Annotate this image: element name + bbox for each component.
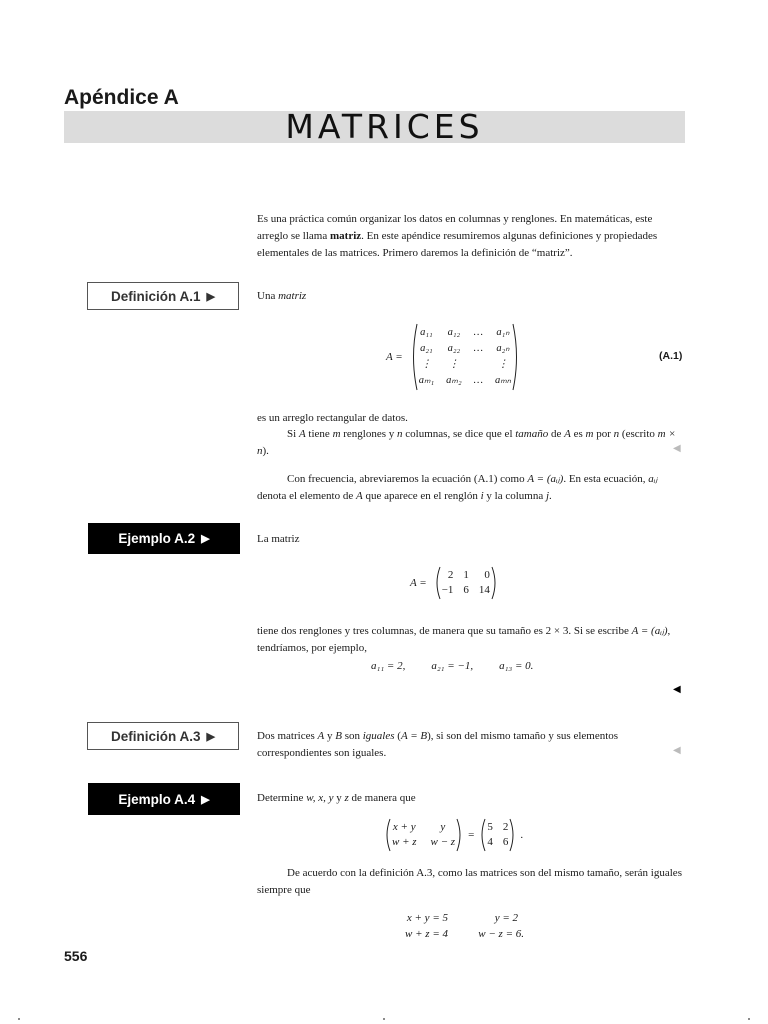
example-a2-values xyxy=(371,658,533,675)
matrix-a1-cell: a₂₁ xyxy=(420,343,433,354)
condition-row xyxy=(396,926,524,942)
intro-text-1: Es una práctica común organizar los datos en columnas y renglones. En matemáticas, este arreglo se llama xyxy=(257,213,653,242)
matrix-a1-cell: a₁₂ xyxy=(447,327,461,338)
definition-a3-box xyxy=(87,722,239,750)
t: , tendríamos, por ejemplo, xyxy=(257,625,671,654)
var-i: i xyxy=(480,490,484,502)
t: Determine xyxy=(257,792,307,804)
t: renglones y xyxy=(340,428,398,440)
matrix-a2-grid xyxy=(442,568,490,598)
var-A: A xyxy=(564,428,571,440)
condition-1: x + y = 5 xyxy=(406,912,448,924)
matrix-a1-cell: a₁ₙ xyxy=(496,327,510,338)
page-number: 556 xyxy=(64,948,88,964)
matrix-a2-cell: 2 xyxy=(447,569,454,581)
value-a21: a₂₁ = −1, xyxy=(431,660,474,672)
matrix-a1-cell: aₘ₂ xyxy=(446,375,462,386)
intro-text-2: . En este apéndice resumiremos algunas definiciones y propiedades elementales de las matrices. Primero daremos la definición de “matriz”. xyxy=(257,230,658,259)
chapter-label: Apéndice A xyxy=(64,86,179,109)
vars-wxy: w, x, y xyxy=(306,792,334,804)
var-A: A xyxy=(355,490,363,502)
left-paren-icon xyxy=(409,322,419,392)
matrix-a4-rhs-grid xyxy=(487,820,508,850)
example-a4-intro xyxy=(257,790,685,807)
matrix-a4-rhs-cell: 5 xyxy=(487,821,493,833)
example-a4-paragraph: De acuerdo con la definición A.3, como las matrices son del mismo tamaño, serán iguales siempre que xyxy=(257,867,682,896)
def-a1-matriz-term: matriz xyxy=(278,290,307,302)
scan-mark xyxy=(748,1018,750,1020)
matrix-a1-cell: … xyxy=(473,375,483,386)
left-paren-icon xyxy=(433,565,442,601)
equation-number-a1: (A.1) xyxy=(659,350,683,362)
matrix-a1-cell: ⋮ xyxy=(421,359,432,370)
t: son xyxy=(341,730,363,742)
matrix-a4-lhs-cell: w − z xyxy=(430,836,456,848)
t: denota el elemento de xyxy=(257,490,356,502)
var-A: A xyxy=(298,428,306,440)
right-paren-icon xyxy=(508,817,517,853)
term-iguales: iguales xyxy=(362,730,395,742)
var-aij: aᵢⱼ xyxy=(648,473,658,485)
matrix-a4-lhs-cell: x + y xyxy=(392,821,416,833)
matrix-a2-cell: 6 xyxy=(463,584,469,596)
t: ). xyxy=(262,445,269,457)
example-a2-box xyxy=(88,523,240,554)
matrix-a1-cell xyxy=(474,358,483,372)
example-a2-label: Ejemplo A.2 xyxy=(118,531,196,546)
right-paren-icon xyxy=(490,565,499,601)
var-z: z xyxy=(344,792,349,804)
matrix-a1-grid xyxy=(419,326,511,388)
example-a4-label: Ejemplo A.4 xyxy=(118,791,196,807)
t: Si xyxy=(287,428,299,440)
right-triangle-icon: ▶ xyxy=(206,290,215,303)
example-a4-box xyxy=(88,783,240,815)
expr-A-aij: A = (aᵢⱼ) xyxy=(631,625,668,637)
t: columnas, se dice que el xyxy=(402,428,516,440)
expr-mxn: m × n xyxy=(257,428,676,457)
value-a11: a₁₁ = 2, xyxy=(371,660,406,672)
t: . En esta ecuación, xyxy=(563,473,649,485)
t: ), si son del mismo tamaño y sus elementos correspondientes son iguales. xyxy=(257,730,619,759)
matrix-a2-lhs: A = xyxy=(410,577,427,589)
definition-a1-box xyxy=(87,282,239,310)
condition-2: y = 2 xyxy=(494,912,518,924)
t: y xyxy=(324,730,336,742)
var-B: B xyxy=(335,730,342,742)
right-triangle-icon: ▶ xyxy=(201,793,210,806)
condition-4: w − z = 6. xyxy=(478,928,524,940)
matrix-a2-cell: 14 xyxy=(478,584,490,596)
matrix-a4-lhs-grid xyxy=(392,820,455,850)
matrix-a4-rhs-cell: 2 xyxy=(502,821,509,833)
matrix-a1 xyxy=(386,322,521,392)
t: tiene dos renglones y tres columnas, de manera que su tamaño es 2 × 3. Si se escribe xyxy=(257,625,632,637)
matrix-a1-lhs: A = xyxy=(386,351,403,363)
right-triangle-icon: ▶ xyxy=(201,533,210,545)
page-title: MATRICES xyxy=(285,107,484,146)
equation-period: . xyxy=(520,829,524,841)
var-j: j xyxy=(545,490,550,502)
t: y xyxy=(333,792,345,804)
matrix-a1-cell: a₂ₙ xyxy=(496,343,510,354)
condition-3: w + z = 4 xyxy=(405,928,448,940)
matrix-a2-cell: 1 xyxy=(463,569,469,581)
t: (escrito xyxy=(619,428,658,440)
t: por xyxy=(593,428,614,440)
matrix-a4-lhs-cell: w + z xyxy=(392,836,417,848)
value-a13: a₁₃ = 0. xyxy=(499,660,534,672)
intro-bold-term: matriz xyxy=(330,230,362,242)
expr-A-aij: A = (aᵢⱼ) xyxy=(527,473,564,485)
var-m: m xyxy=(332,428,341,440)
var-A: A xyxy=(317,730,325,742)
definition-a1-paragraph-2 xyxy=(257,426,677,460)
def-a1-una: Una xyxy=(257,290,279,302)
expr-A-eq-B: A = B xyxy=(400,730,428,742)
matrix-equation-a4 xyxy=(383,817,523,853)
term-tamano: tamaño xyxy=(515,428,549,440)
t: es xyxy=(570,428,586,440)
var-m: m xyxy=(585,428,594,440)
matrix-a1-cell: … xyxy=(473,343,483,354)
t: y la columna xyxy=(483,490,546,502)
definition-a1-label: Definición A.1 xyxy=(111,288,201,304)
example-a2-intro: La matriz xyxy=(257,533,300,545)
matrix-a2 xyxy=(410,565,499,601)
example-a4-conditions xyxy=(396,910,524,942)
grey-left-triangle-icon: ◀ xyxy=(673,745,681,756)
matrix-a4-rhs-cell: 4 xyxy=(487,836,493,848)
matrix-a2-cell: −1 xyxy=(441,584,454,596)
matrix-a4-rhs-cell: 6 xyxy=(502,836,509,848)
matrix-a1-cell: aₘ₁ xyxy=(418,375,435,386)
matrix-a1-cell: ⋮ xyxy=(497,359,509,370)
condition-row xyxy=(396,910,524,926)
t: ( xyxy=(394,730,401,742)
intro-paragraph xyxy=(257,211,685,262)
t: de xyxy=(548,428,565,440)
scan-mark xyxy=(18,1018,20,1020)
matrix-a1-cell: ⋮ xyxy=(448,359,460,370)
right-paren-icon xyxy=(511,322,521,392)
t: Dos matrices xyxy=(257,730,318,742)
definition-a1-after: es un arreglo rectangular de datos. xyxy=(257,412,408,424)
left-paren-icon xyxy=(383,817,392,853)
right-triangle-icon: ▶ xyxy=(206,730,215,743)
matrix-a1-cell: a₁₁ xyxy=(420,327,433,338)
matrix-a1-cell: a₂₂ xyxy=(447,343,461,354)
grey-left-triangle-icon: ◀ xyxy=(673,443,681,454)
t: Con frecuencia, abreviaremos la ecuación (A.1) como xyxy=(287,473,528,485)
scan-mark xyxy=(383,1018,385,1020)
var-n: n xyxy=(613,428,620,440)
definition-a3-text xyxy=(257,728,682,762)
black-left-triangle-icon: ◀ xyxy=(673,684,681,695)
t: que aparece en el renglón xyxy=(362,490,481,502)
t: . xyxy=(549,490,552,502)
title-band xyxy=(64,107,685,146)
matrix-a1-cell: aₘₙ xyxy=(494,375,511,386)
equals-sign: = xyxy=(468,829,475,841)
t: de manera que xyxy=(348,792,416,804)
definition-a1-paragraph-3 xyxy=(257,471,685,505)
var-n: n xyxy=(397,428,403,440)
matrix-a1-cell: … xyxy=(473,327,483,338)
t: tiene xyxy=(305,428,333,440)
definition-a1-intro xyxy=(257,288,685,305)
matrix-a2-cell: 0 xyxy=(484,569,490,581)
matrix-a4-lhs-cell: y xyxy=(440,821,446,833)
definition-a3-label: Definición A.3 xyxy=(111,728,201,744)
example-a2-paragraph xyxy=(257,623,685,657)
left-paren-icon xyxy=(478,817,487,853)
right-paren-icon xyxy=(455,817,464,853)
